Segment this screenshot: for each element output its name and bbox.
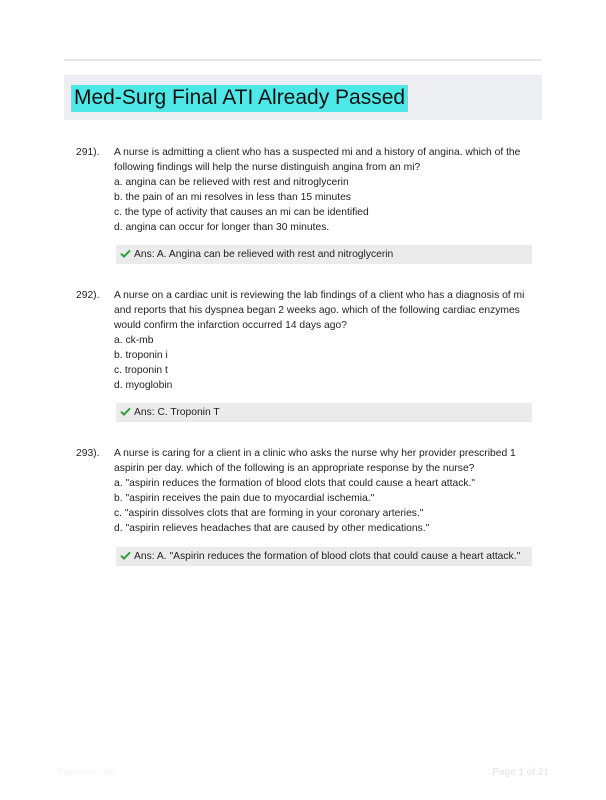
answer-text: Ans: C. Troponin T [134, 407, 220, 418]
title-banner [64, 75, 542, 120]
top-divider [64, 59, 542, 61]
page-indicator: Page 1 of 21 [492, 767, 549, 778]
answer-box [116, 403, 532, 422]
option-d: d. "aspirin relieves headaches that are caused by other medications." [114, 523, 430, 534]
answer-box [116, 245, 532, 264]
question-text: A nurse is admitting a client who has a suspected mi and a history of angina. which of the following findings will help the nurse distinguish angina from an mi? [114, 147, 521, 173]
option-b: b. the pain of an mi resolves in less than 15 minutes [114, 192, 351, 203]
option-a: a. ck-mb [114, 335, 154, 346]
check-icon [120, 407, 131, 416]
footer-site-watermark: Paperdoc.com [58, 767, 117, 777]
question-body [114, 288, 534, 393]
option-a: a. angina can be relieved with rest and nitroglycerin [114, 177, 349, 188]
option-d: d. angina can occur for longer than 30 minutes. [114, 222, 330, 233]
option-b: b. "aspirin receives the pain due to myocardial ischemia." [114, 493, 375, 504]
answer-options [114, 476, 534, 536]
question-number: 293). [76, 448, 100, 459]
question-text: A nurse is caring for a client in a clinic who asks the nurse why her provider prescribed 1 aspirin per day. which of the following is an appropriate response by the nurse? [114, 448, 516, 474]
question-number: 292). [76, 290, 100, 301]
question-body [114, 145, 534, 235]
answer-text: Ans: A. "Aspirin reduces the formation of blood clots that could cause a heart attack." [134, 551, 521, 562]
question-text: A nurse on a cardiac unit is reviewing the lab findings of a client who has a diagnosis of mi and reports that his dyspnea began 2 weeks ago. which of the following cardiac enzymes would confirm the infarction occurred 14 days ago? [114, 290, 525, 331]
answer-text: Ans: A. Angina can be relieved with rest and nitroglycerin [134, 249, 394, 260]
answer-options [114, 333, 534, 393]
check-icon [120, 249, 131, 258]
option-a: a. "aspirin reduces the formation of blood clots that could cause a heart attack." [114, 478, 476, 489]
option-d: d. myoglobin [114, 380, 173, 391]
option-c: c. "aspirin dissolves clots that are forming in your coronary arteries." [114, 508, 424, 519]
option-b: b. troponin i [114, 350, 168, 361]
check-icon [120, 551, 131, 560]
question-number: 291). [76, 147, 100, 158]
option-c: c. the type of activity that causes an mi can be identified [114, 207, 369, 218]
option-c: c. troponin t [114, 365, 168, 376]
question-body [114, 446, 534, 536]
answer-options [114, 175, 534, 235]
answer-box [116, 547, 532, 566]
document-title: Med-Surg Final ATI Already Passed [71, 85, 408, 112]
